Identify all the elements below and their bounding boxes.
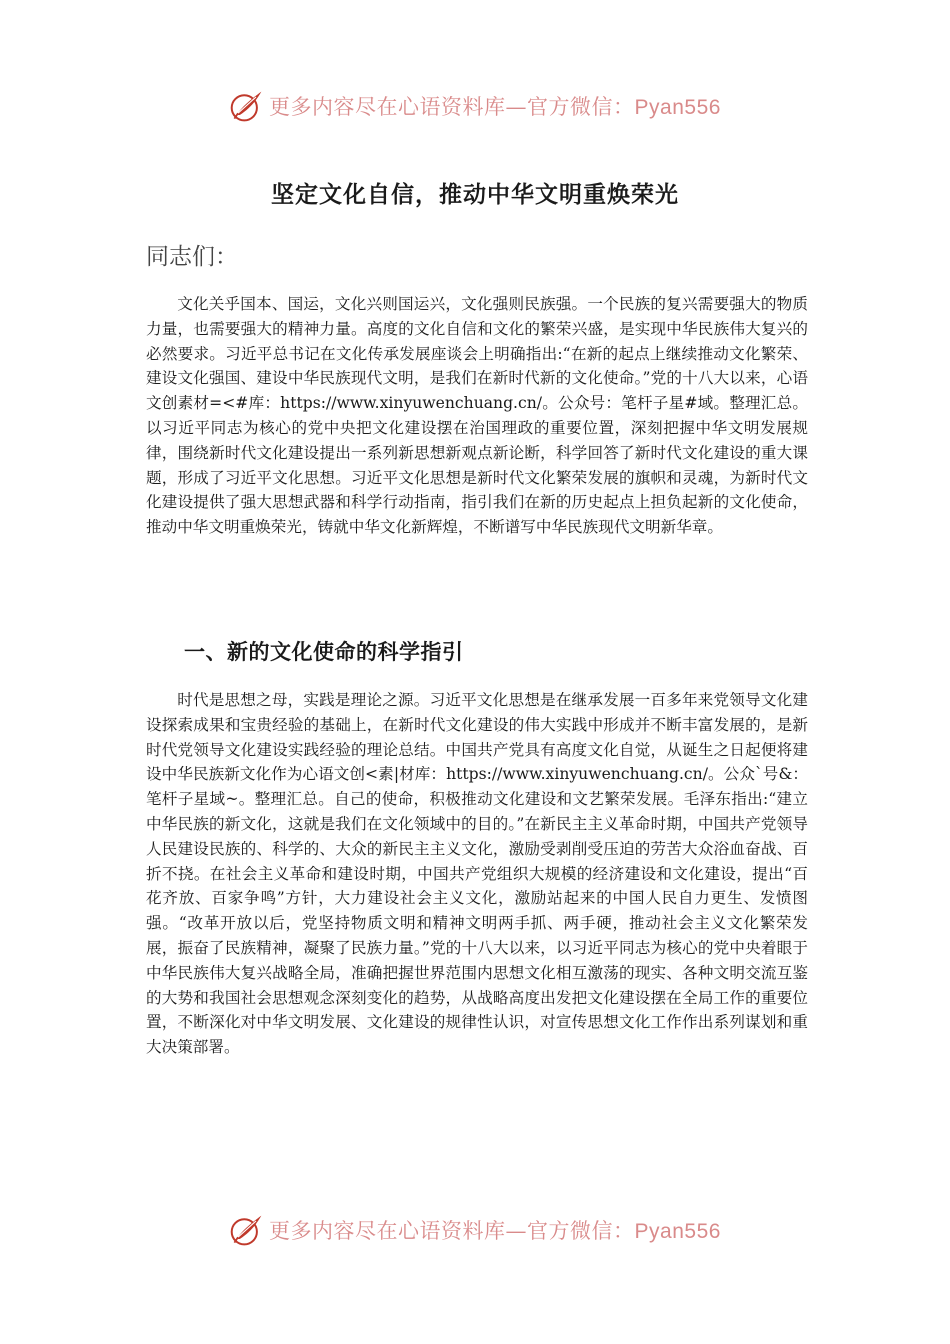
footer-banner-text	[269, 1215, 721, 1245]
header-banner	[0, 84, 950, 128]
page-title: 坚定文化自信，推动中华文明重焕荣光	[271, 182, 679, 208]
footer-banner-wechat-id: Pyan556	[634, 1220, 721, 1243]
quill-logo-icon	[229, 1212, 265, 1248]
section-heading: 一、新的文化使命的科学指引	[184, 640, 464, 664]
body-paragraph: 文化关乎国本、国运，文化兴则国运兴，文化强则民族强。一个民族的复兴需要强大的物质力量，也需要强大的精神力量。高度的文化自信和文化的繁荣兴盛，是实现中华民族伟大复兴的必然要求。习近平总书记在文化传承发展座谈会上明确指出:“在新的起点上继续推动文化繁荣、建设文化强国、建设中华民族现代文明，是我们在新时代新的文化使命。”党的十八大以来，心语文创素材=<#库：https://www.xinyuwenchuang.cn/。公众号：笔杆子星#域。整理汇总。以习近平同志为核心的党中央把文化建设摆在治国理政的重要位置，深刻把握中华文明发展规律，围绕新时代文化建设提出一系列新思想新观点新论断，科学回答了新时代文化建设的重大课题，形成了习近平文化思想。习近平文化思想是新时代文化繁荣发展的旗帜和灵魂，为新时代文化建设提供了强大思想武器和科学行动指南，指引我们在新的历史起点上担负起新的文化使命，推动中华文明重焕荣光，铸就中华文化新辉煌，不断谱写中华民族现代文明新华章。	[146, 295, 808, 537]
header-banner-text	[269, 91, 721, 121]
quill-logo-icon	[229, 88, 265, 124]
footer-banner-cn: 更多内容尽在心语资料库—官方微信：	[269, 1219, 635, 1243]
header-banner-cn: 更多内容尽在心语资料库—官方微信：	[269, 95, 635, 119]
header-banner-wechat-id: Pyan556	[634, 96, 721, 119]
body-paragraph: 时代是思想之母，实践是理论之源。习近平文化思想是在继承发展一百多年来党领导文化建设探索成果和宝贵经验的基础上，在新时代文化建设的伟大实践中形成并不断丰富发展的，是新时代党领导文化建设实践经验的理论总结。中国共产党具有高度文化自觉，从诞生之日起便将建设中华民族新文化作为心语文创<素|材库：https://www.xinyuwenchuang.cn/。公众`号&：笔杆子星域~。整理汇总。自己的使命，积极推动文化建设和文艺繁荣发展。毛泽东指出:“建立中华民族的新文化，这就是我们在文化领域中的目的。”在新民主主义革命时期，中国共产党领导人民建设民族的、科学的、大众的新民主主义文化，激励受剥削受压迫的劳苦大众浴血奋战、百折不挠。在社会主义革命和建设时期，中国共产党组织大规模的经济建设和文化建设，提出“百花齐放、百家争鸣”方针，大力建设社会主义文化，激励站起来的中国人民自力更生、发愤图强。“改革开放以后，党坚持物质文明和精神文明两手抓、两手硬，推动社会主义文化繁荣发展，振奋了民族精神，凝聚了民族力量。”党的十八大以来，以习近平同志为核心的党中央着眼于中华民族伟大复兴战略全局，准确把握世界范围内思想文化相互激荡的现实、各种文明交流互鉴的大势和我国社会思想观念深刻变化的趋势，从战略高度出发把文化建设摆在全局工作的重要位置，不断深化对中华文明发展、文化建设的规律性认识，对宣传思想文化工作作出系列谋划和重大决策部署。	[146, 691, 808, 1057]
footer-banner	[0, 1208, 950, 1252]
salutation: 同志们：	[146, 244, 238, 270]
